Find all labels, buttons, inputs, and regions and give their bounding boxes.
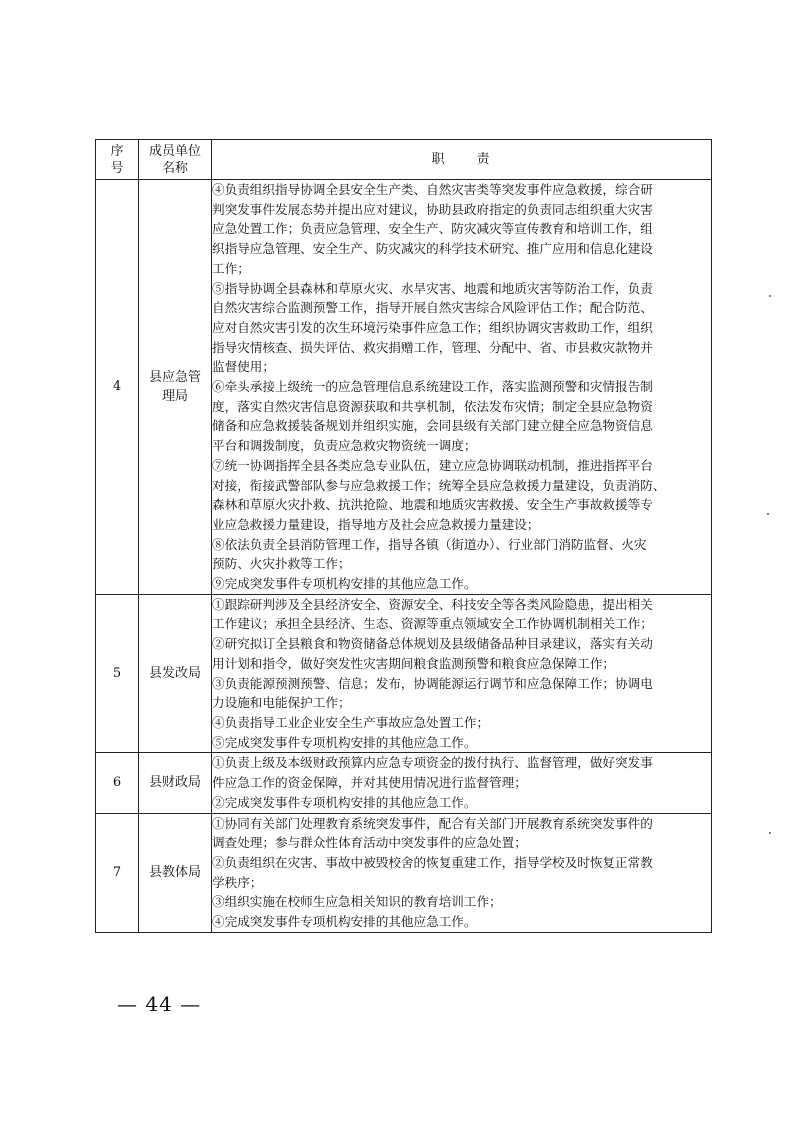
- page-number: — 44 —: [117, 992, 202, 1016]
- row-unit-name: 县财政局: [139, 753, 212, 813]
- duty-line: 工作建议；承担全县经济、生态、资源等重点领域安全工作协调机制相关工作；: [212, 616, 653, 632]
- duty-line: ①协同有关部门处理教育系统突发事件，配合有关部门开展教育系统突发事件的: [212, 815, 653, 831]
- scan-speck: [769, 832, 771, 834]
- duty-line: ④完成突发事件专项机构安排的其他应急工作。: [212, 914, 477, 930]
- duty-line: ②研究拟订全县粮食和物资储备总体规划及县级储备品种目录建议，落实有关动: [212, 636, 653, 652]
- duty-line: 力设施和电能保护工作；: [212, 695, 351, 711]
- row-seq: 7: [96, 813, 139, 932]
- row-seq: 5: [96, 594, 139, 753]
- duty-line: 度，落实自然灾害信息资源获取和共享机制，依法发布灾情；制定全县应急物资: [212, 398, 653, 414]
- row-unit-name: 县发改局: [139, 594, 212, 753]
- header-unit: 成员单位名称: [139, 140, 212, 180]
- header-seq: 序号: [96, 140, 139, 180]
- table-header-row: [96, 140, 712, 180]
- duty-line: ⑧依法负责全县消防管理工作，指导各镇（街道办）、行业部门消防监督、火灾: [212, 536, 647, 552]
- duty-line: 应急处置工作；负责应急管理、安全生产、防灾减灾等宣传教育和培训工作，组: [212, 221, 653, 237]
- duty-line: 业应急救援力量建设，指导地方及社会应急救援力量建设；: [212, 516, 540, 532]
- duty-line: ③负责能源预测预警、信息；发布，协调能源运行调节和应急保障工作；协调电: [212, 675, 653, 691]
- duty-line: ④负责指导工业企业安全生产事故应急处置工作；: [212, 714, 490, 730]
- duty-line: ⑥牵头承接上级统一的应急管理信息系统建设工作，落实监测预警和灾情报告制: [212, 379, 653, 395]
- duty-line: ①负责上级及本级财政预算内应急专项资金的拨付执行、监督管理，做好突发事: [212, 755, 653, 771]
- duty-line: 监督使用；: [212, 359, 275, 375]
- duty-line: 森林和草原火灾扑救、抗洪抢险、地震和地质灾害救援、安全生产事故救援等专: [212, 497, 653, 513]
- duty-line: ⑨完成突发事件专项机构安排的其他应急工作。: [212, 576, 477, 592]
- duty-line: ②负责组织在灾害、事故中被毁校舍的恢复重建工作，指导学校及时恢复正常教: [212, 854, 653, 870]
- row-seq: 6: [96, 753, 139, 813]
- duty-line: ②完成突发事件专项机构安排的其他应急工作。: [212, 794, 477, 810]
- table-row: [96, 813, 712, 932]
- duty-line: 预防、火灾扑救等工作；: [212, 556, 351, 572]
- header-duty: 职 责: [212, 140, 712, 180]
- duty-line: 织指导应急管理、安全生产、防灾减灾的科学技术研究、推广应用和信息化建设: [212, 241, 653, 257]
- row-seq: 4: [96, 180, 139, 595]
- duty-line: ①跟踪研判涉及全县经济安全、资源安全、科技安全等各类风险隐患，提出相关: [212, 596, 653, 612]
- row-duties: [212, 813, 712, 932]
- table-row: [96, 753, 712, 813]
- duty-line: 对接，衔接武警部队参与应急救援工作；统筹全县应急救援力量建设，负责消防、: [212, 477, 666, 493]
- duty-line: ⑤完成突发事件专项机构安排的其他应急工作。: [212, 734, 477, 750]
- row-duties: [212, 594, 712, 753]
- duty-line: 指导灾情核查、损失评估、救灾捐赠工作，管理、分配中、省、市县救灾款物并: [212, 339, 653, 355]
- row-duties: [212, 180, 712, 595]
- row-unit-name: 县教体局: [139, 813, 212, 932]
- duty-line: 平台和调拨制度，负责应急救灾物资统一调度；: [212, 438, 477, 454]
- duties-table: [95, 139, 712, 933]
- duty-line: ⑤指导协调全县森林和草原火灾、水旱灾害、地震和地质灾害等防治工作，负责: [212, 280, 653, 296]
- duty-line: 学秩序；: [212, 874, 263, 890]
- scan-speck: [769, 295, 771, 297]
- duty-line: 用计划和指令，做好突发性灾害期间粮食监测预警和粮食应急保障工作；: [212, 655, 615, 671]
- duty-line: ⑦统一协调指挥全县各类应急专业队伍，建立应急协调联动机制，推进指挥平台: [212, 457, 653, 473]
- duty-line: ③组织实施在校师生应急相关知识的教育培训工作；: [212, 894, 502, 910]
- duty-line: 工作；: [212, 260, 250, 276]
- duty-line: 调查处理；参与群众性体育活动中突发事件的应急处置；: [212, 835, 527, 851]
- table-row: [96, 180, 712, 595]
- duty-line: 件应急工作的资金保障，并对其使用情况进行监督管理；: [212, 775, 527, 791]
- duty-line: 自然灾害综合监测预警工作，指导开展自然灾害综合风险评估工作；配合防范、: [212, 300, 653, 316]
- table-row: [96, 594, 712, 753]
- duty-line: 判突发事件发展态势并提出应对建议，协助县政府指定的负责同志组织重大灾害: [212, 201, 653, 217]
- duty-line: 储备和应急救援装备规划并组织实施，会同县级有关部门建立健全应急物资信息: [212, 418, 653, 434]
- duty-line: 应对自然灾害引发的次生环境污染事件应急工作；组织协调灾害救助工作，组织: [212, 319, 653, 335]
- scan-speck: [767, 513, 769, 515]
- row-unit-name: 县应急管理局: [139, 180, 212, 595]
- row-duties: [212, 753, 712, 813]
- duty-line: ④负责组织指导协调全县安全生产类、自然灾害类等突发事件应急救援，综合研: [212, 182, 653, 197]
